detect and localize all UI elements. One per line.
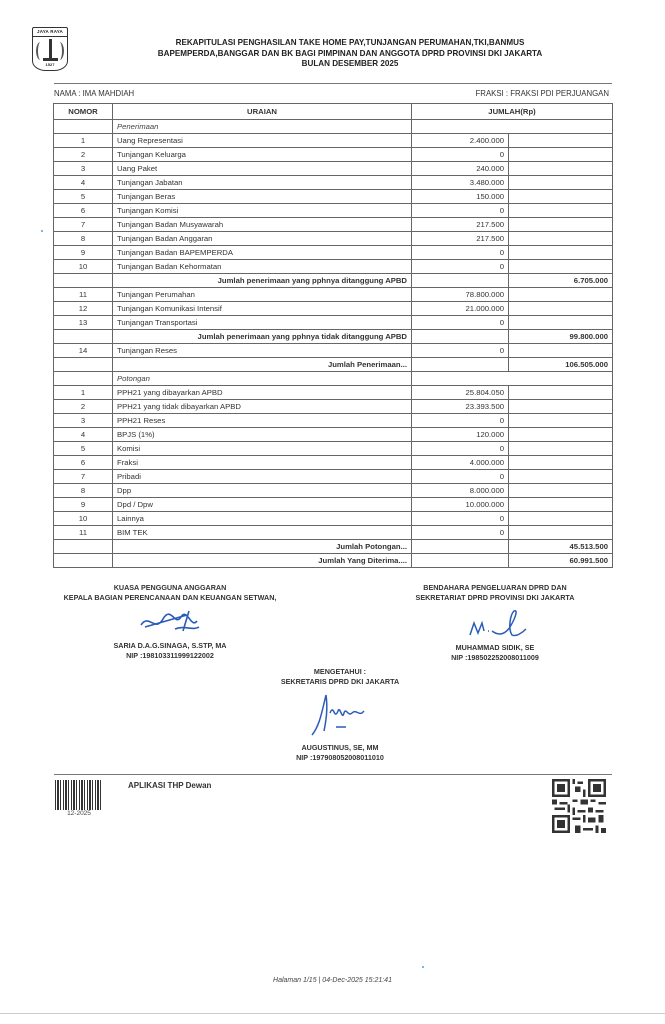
footer-divider (0, 1013, 665, 1014)
app-label: APLIKASI THP Dewan (128, 781, 212, 790)
logo-number: 1527 (45, 62, 55, 67)
signer-role-2: SEKRETARIS DPRD DKI JAKARTA (280, 677, 400, 686)
table-row: 9 Tunjangan Badan BAPEMPERDA 0 (54, 246, 613, 260)
table-row: 11 Tunjangan Perumahan 78.800.000 (54, 288, 613, 302)
section-label: Potongan (113, 372, 412, 386)
signature-block-right (375, 583, 615, 663)
logo-base (43, 58, 58, 61)
total-penerimaan-row: Jumlah Penerimaan... 106.505.000 (54, 358, 613, 372)
qr-code-icon (552, 779, 606, 833)
section-row-potongan (54, 372, 613, 386)
table-row: 6 Fraksi 4.000.000 (54, 456, 613, 470)
signer-role-1: KUASA PENGGUNA ANGGARAN (113, 583, 227, 592)
table-row: 4 BPJS (1%) 120.000 (54, 428, 613, 442)
signature-scribble-icon (135, 607, 205, 637)
document-title (110, 38, 590, 70)
income-table (53, 103, 613, 568)
logo-band-text: JAYA RAYA (33, 28, 67, 37)
title-line-2: BAPEMPERDA,BANGGAR DAN BK BAGI PIMPINAN DAN ANGGOTA DPRD PROVINSI DKI JAKARTA (157, 48, 543, 58)
signer-role-2: KEPALA BAGIAN PERENCANAAN DAN KEUANGAN SETWAN, (63, 593, 277, 602)
page-footer: Halaman 1/15 | 04-Dec-2025 15:21:41 (273, 977, 392, 984)
header-divider (54, 83, 612, 84)
signer-name: AUGUSTINUS, SE, MM (301, 743, 379, 752)
total-potongan-row: Jumlah Potongan... 45.513.500 (54, 540, 613, 554)
fraksi-label: FRAKSI : FRAKSI PDI PERJUANGAN (475, 89, 609, 98)
section-label: Penerimaan (113, 120, 412, 134)
title-line-1: REKAPITULASI PENGHASILAN TAKE HOME PAY,TUNJANGAN PERUMAHAN,TKI,BANMUS (175, 38, 525, 47)
signer-role-2: SEKRETARIAT DPRD PROVINSI DKI JAKARTA (415, 593, 575, 602)
title-line-3: BULAN DESEMBER 2025 (301, 59, 399, 68)
table-row: 8 Dpp 8.000.000 (54, 484, 613, 498)
nama-label: NAMA : IMA MAHDIAH (54, 89, 135, 98)
table-row: 2 Tunjangan Keluarga 0 (54, 148, 613, 162)
header-uraian: URAIAN (113, 104, 412, 120)
signer-role-1: BENDAHARA PENGELUARAN DPRD DAN (423, 583, 567, 592)
signer-nip: NIP :198502252008011009 (451, 653, 539, 662)
header-nomor: NOMOR (54, 104, 113, 120)
table-row: 4 Tunjangan Jabatan 3.480.000 (54, 176, 613, 190)
table-row: 14 Tunjangan Reses 0 (54, 344, 613, 358)
signer-nip: NIP :198103311999122002 (126, 651, 214, 660)
table-row: 13 Tunjangan Transportasi 0 (54, 316, 613, 330)
table-header-row (54, 104, 613, 120)
barcode-label: 12-2025 (67, 810, 91, 817)
signature-block-center (222, 667, 458, 763)
table-row: 3 PPH21 Reses 0 (54, 414, 613, 428)
total-diterima-row: Jumlah Yang Diterima.... 60.991.500 (54, 554, 613, 568)
table-row: 5 Tunjangan Beras 150.000 (54, 190, 613, 204)
jakarta-emblem-logo (32, 27, 68, 71)
signer-role-1: MENGETAHUI : (313, 667, 367, 676)
signer-nip: NIP :197908052008011010 (296, 753, 384, 762)
table-row: 9 Dpd / Dpw 10.000.000 (54, 498, 613, 512)
table-row: 10 Lainnya 0 (54, 512, 613, 526)
signature-scribble-icon (300, 691, 380, 739)
barcode-icon (55, 780, 103, 810)
signature-scribble-icon (460, 607, 530, 639)
table-row: 5 Komisi 0 (54, 442, 613, 456)
subtotal-row-apbd: Jumlah penerimaan yang pphnya ditanggung APBD 6.705.000 (54, 274, 613, 288)
table-row: 3 Uang Paket 240.000 (54, 162, 613, 176)
logo-monument-icon (49, 39, 52, 59)
subtotal-row-non-apbd: Jumlah penerimaan yang pphnya tidak ditanggung APBD 99.800.000 (54, 330, 613, 344)
stray-dot (41, 230, 43, 232)
table-row: 2 PPH21 yang tidak dibayarkan APBD 23.393.500 (54, 400, 613, 414)
section-row-penerimaan (54, 120, 613, 134)
signature-block-left (30, 583, 310, 661)
table-row: 10 Tunjangan Badan Kehormatan 0 (54, 260, 613, 274)
table-row: 11 BIM TEK 0 (54, 526, 613, 540)
table-row: 8 Tunjangan Badan Anggaran 217.500 (54, 232, 613, 246)
table-row: 12 Tunjangan Komunikasi Intensif 21.000.000 (54, 302, 613, 316)
bottom-divider (54, 774, 612, 775)
table-row: 1 Uang Representasi 2.400.000 (54, 134, 613, 148)
header-jumlah: JUMLAH(Rp) (412, 104, 613, 120)
table-row: 7 Pribadi 0 (54, 470, 613, 484)
stray-dot (422, 966, 424, 968)
table-row: 1 PPH21 yang dibayarkan APBD 25.804.050 (54, 386, 613, 400)
signer-name: SARIA D.A.G.SINAGA, S.STP, MA (113, 641, 227, 650)
table-row: 6 Tunjangan Komisi 0 (54, 204, 613, 218)
signer-name: MUHAMMAD SIDIK, SE (455, 643, 535, 652)
table-row: 7 Tunjangan Badan Musyawarah 217.500 (54, 218, 613, 232)
